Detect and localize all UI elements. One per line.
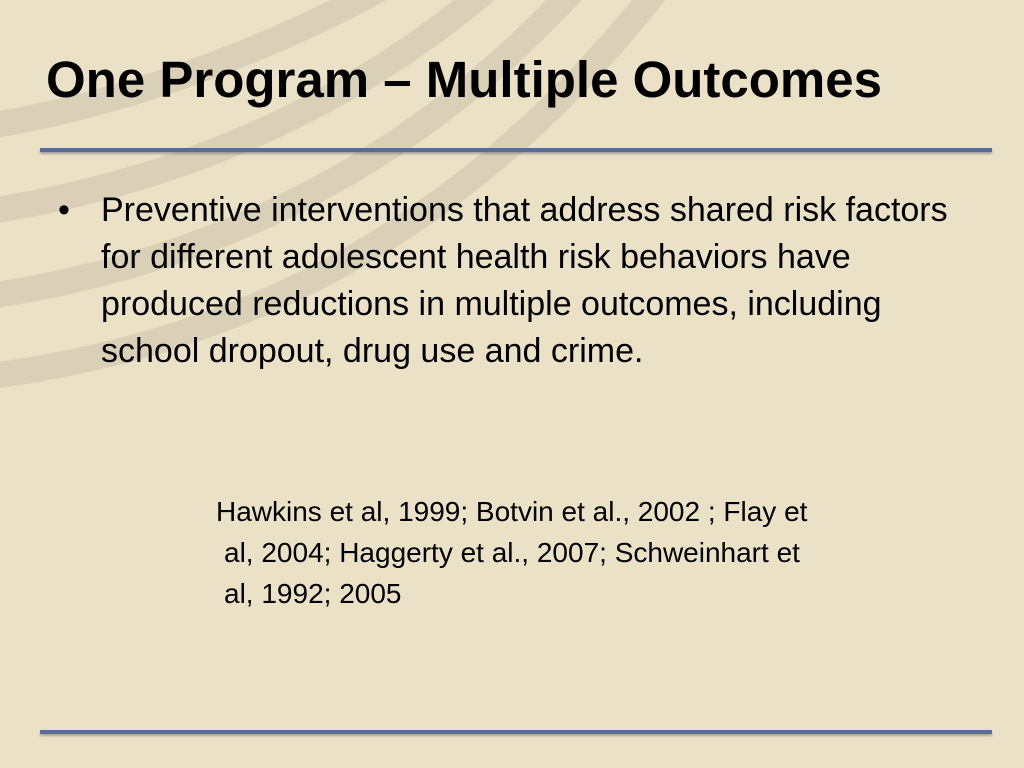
- bullet-text: Preventive interventions that address shared risk factors for different adolescent health risk behaviors have produced reductions in multiple outcomes, including school dropout, drug use and crime.: [101, 191, 948, 370]
- slide-title: One Program – Multiple Outcomes: [46, 51, 882, 108]
- bullet-item: [58, 187, 978, 375]
- footer-divider-rule: [40, 730, 992, 734]
- bullet-marker: •: [58, 191, 70, 229]
- title-divider-rule: [40, 148, 992, 152]
- citation-line: al, 2004; Haggerty et al., 2007; Schweinhart et: [224, 537, 800, 568]
- citation-line: al, 1992; 2005: [224, 578, 402, 609]
- citation-line: Hawkins et al, 1999; Botvin et al., 2002 ; Flay et: [216, 496, 808, 527]
- citation-block: [216, 491, 956, 614]
- bullet-list: [58, 187, 978, 375]
